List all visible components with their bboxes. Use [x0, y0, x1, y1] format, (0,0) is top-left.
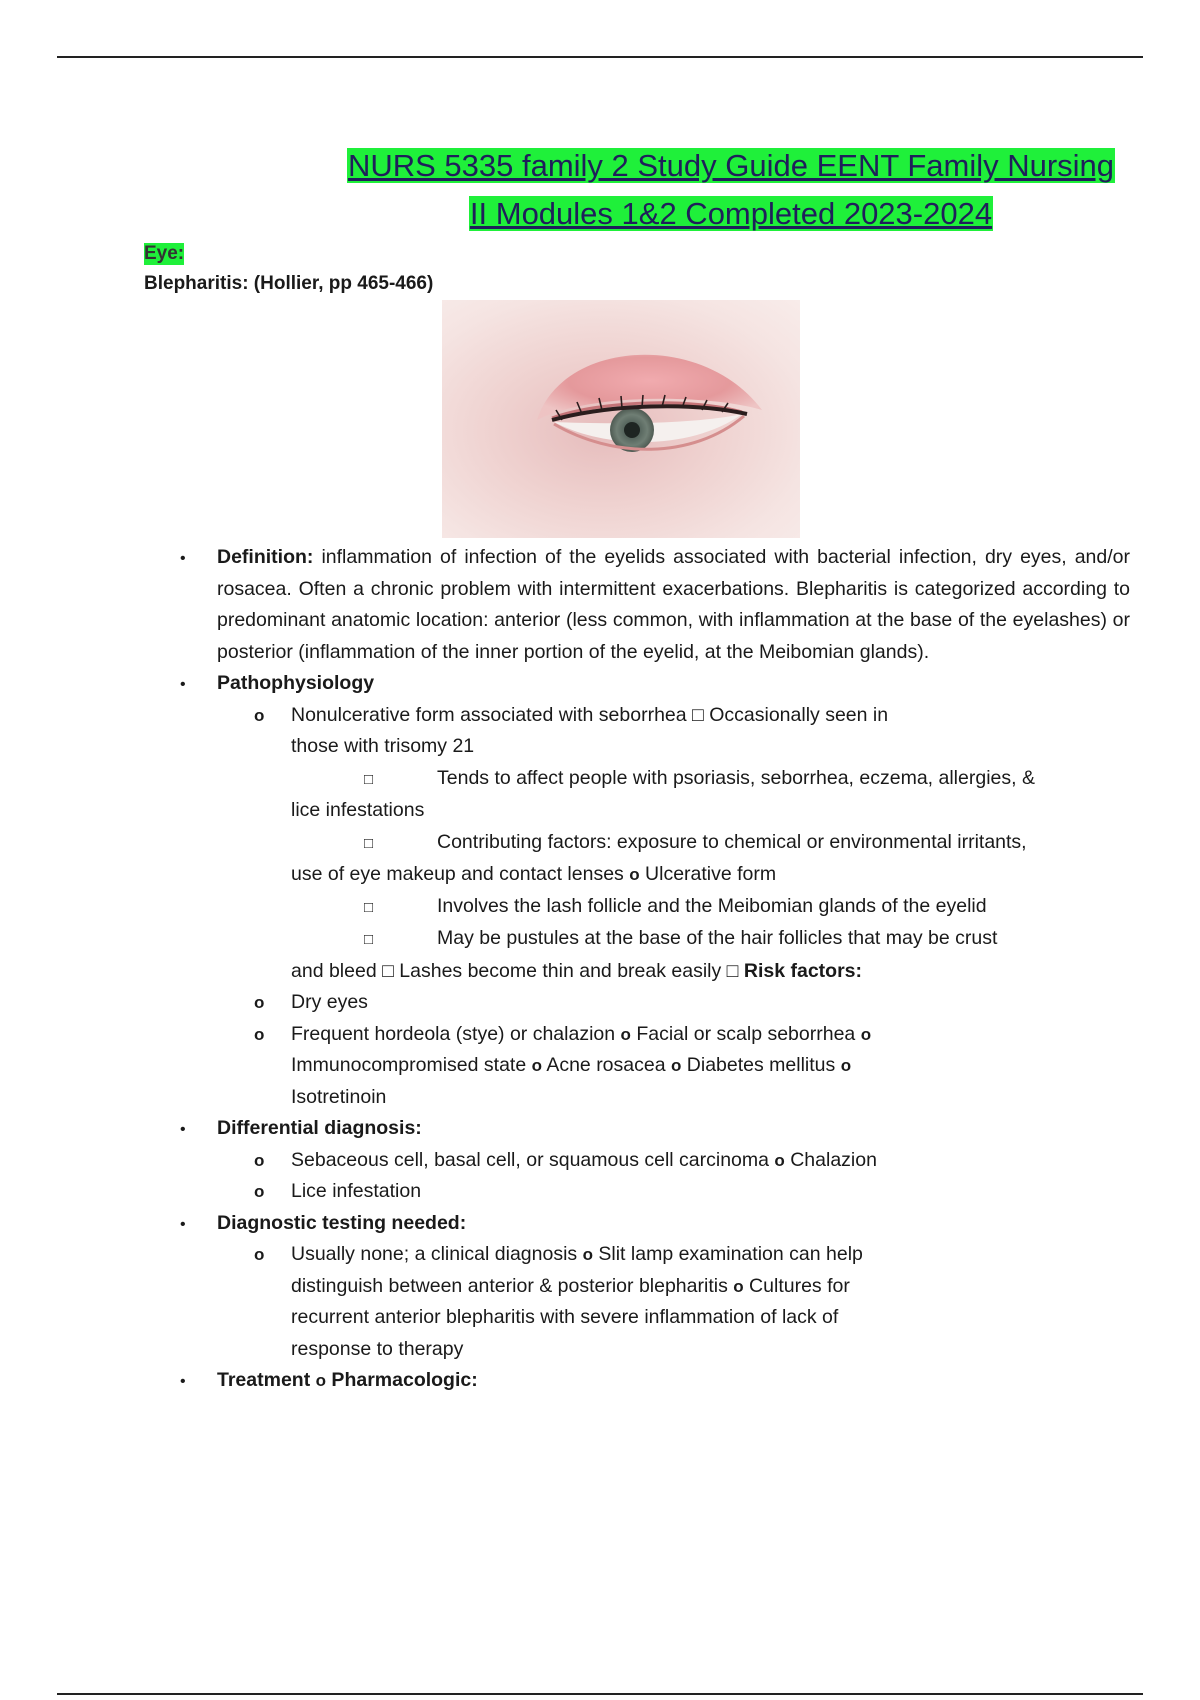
patho-line [180, 891, 1130, 924]
circle-bullet: o [315, 1371, 327, 1390]
title-line-2: II Modules 1&2 Completed 2023-2024 [469, 196, 993, 231]
document-title [335, 142, 1127, 238]
risk-text: Dry eyes [291, 991, 368, 1013]
bullet [180, 542, 217, 575]
missing-glyph [291, 827, 437, 860]
risk-text: Frequent hordeola (stye) or chalazion [291, 1022, 621, 1045]
missing-glyph [291, 891, 437, 924]
bullet [180, 1365, 217, 1398]
bullet [180, 1208, 217, 1241]
diagnostic-testing-item [180, 1208, 1130, 1240]
circle-bullet: o [620, 1024, 631, 1044]
missing-glyph [291, 923, 437, 956]
circle-bullet: o [840, 1056, 852, 1075]
diag-subitem [180, 1239, 1130, 1365]
patho-text: May be pustules at the base of the hair follicles that may be crust [437, 927, 998, 949]
risk-text: Facial or scalp seborrhea [630, 1022, 861, 1045]
ddx-subitem [180, 1176, 1130, 1208]
section-heading-blepharitis: Blepharitis: (Hollier, pp 465-466) [144, 273, 434, 294]
circle-bullet: o [254, 1150, 265, 1170]
patho-text: Involves the lash follicle and the Meibomian glands of the eyelid [437, 894, 987, 917]
circle-bullet: o [254, 1182, 265, 1201]
diag-text: Usually none; a clinical diagnosis [291, 1243, 583, 1265]
bottom-rule [57, 1693, 1143, 1695]
missing-glyph [291, 763, 437, 796]
title-line-1: NURS 5335 family 2 Study Guide EENT Family Nursing [347, 148, 1115, 183]
circle-bullet: o [254, 1024, 265, 1044]
pathophysiology-item [180, 668, 1130, 700]
patho-line [180, 827, 1130, 891]
circle-bullet: o [254, 1245, 265, 1264]
patho-subitem [180, 700, 1130, 763]
circle-bullet: o [860, 1024, 872, 1044]
circle-bullet: o [254, 705, 265, 725]
diag-text: Cultures for [743, 1274, 850, 1297]
diag-text: recurrent anterior blepharitis with severe inflammation of lack of [291, 1306, 839, 1328]
patho-text: lice infestations [291, 799, 425, 821]
circle-bullet: o [774, 1150, 785, 1170]
risk-factors-label: Risk factors: [738, 959, 862, 982]
circle-bullet: o [733, 1276, 744, 1296]
patho-text: Tends to affect people with psoriasis, seborrhea, eczema, allergies, & [437, 766, 1035, 789]
top-rule [57, 56, 1143, 58]
patho-text: those with trisomy 21 [291, 735, 475, 757]
treatment-label: Treatment [217, 1369, 316, 1391]
patho-text: Ulcerative form [639, 863, 777, 885]
pathophysiology-label: Pathophysiology [217, 672, 375, 694]
patho-text: and bleed [291, 959, 383, 982]
patho-text: Nonulcerative form associated with seborrhea [291, 703, 693, 726]
diag-text: distinguish between anterior & posterior blepharitis [291, 1274, 734, 1297]
treatment-item [180, 1365, 1130, 1397]
circle-bullet: o [531, 1056, 542, 1075]
eyelid-photo [442, 300, 800, 538]
pharmacologic-label: Pharmacologic: [326, 1369, 478, 1391]
definition-label: Definition: [217, 546, 314, 568]
diag-text: Slit lamp examination can help [592, 1243, 863, 1265]
risk-item [180, 987, 1130, 1019]
risk-text: Diabetes mellitus [681, 1054, 841, 1076]
risk-item [180, 1019, 1130, 1114]
patho-text: Occasionally seen in [703, 703, 889, 726]
risk-text: Isotretinoin [291, 1085, 387, 1108]
bullet [180, 668, 217, 701]
ddx-subitem [180, 1145, 1130, 1177]
circle-bullet: o [629, 865, 640, 884]
circle-bullet: o [254, 993, 265, 1012]
differential-diagnosis-item [180, 1113, 1130, 1145]
patho-line [180, 763, 1130, 827]
section-heading-eye: Eye: [144, 243, 185, 264]
missing-glyph: □ [692, 703, 704, 726]
ddx-text: Chalazion [784, 1148, 877, 1171]
eyelid-illustration [442, 300, 800, 538]
main-content [180, 542, 1130, 1397]
missing-glyph: □ [382, 959, 394, 982]
risk-text: Immunocompromised state [291, 1054, 532, 1076]
circle-bullet: o [582, 1245, 593, 1264]
definition-text: inflammation of infection of the eyelids associated with bacterial infection, dry eyes, and/or rosacea. Often a chronic problem with intermittent exacerbations. Blepharitis is categorized according to predominant anatomic location: anterior (less common, with inflammation at the base of the eyelashes) or posterior (inflammation of the inner portion of the eyelid, at the Meibomian glands). [217, 546, 1131, 663]
diagnostic-testing-label: Diagnostic testing needed: [217, 1211, 467, 1234]
bullet [180, 1113, 217, 1146]
patho-text: use of eye makeup and contact lenses [291, 863, 630, 885]
patho-text: Contributing factors: exposure to chemical or environmental irritants, [437, 830, 1027, 853]
differential-diagnosis-label: Differential diagnosis: [217, 1117, 422, 1139]
risk-text: Acne rosacea [541, 1054, 671, 1076]
ddx-text: Sebaceous cell, basal cell, or squamous cell carcinoma [291, 1148, 775, 1171]
ddx-text: Lice infestation [291, 1180, 422, 1202]
definition-item [180, 542, 1130, 668]
missing-glyph: □ [726, 959, 739, 982]
circle-bullet: o [670, 1056, 682, 1075]
patho-line [180, 923, 1130, 987]
patho-text: Lashes become thin and break easily [393, 959, 727, 982]
diag-text: response to therapy [291, 1337, 464, 1360]
